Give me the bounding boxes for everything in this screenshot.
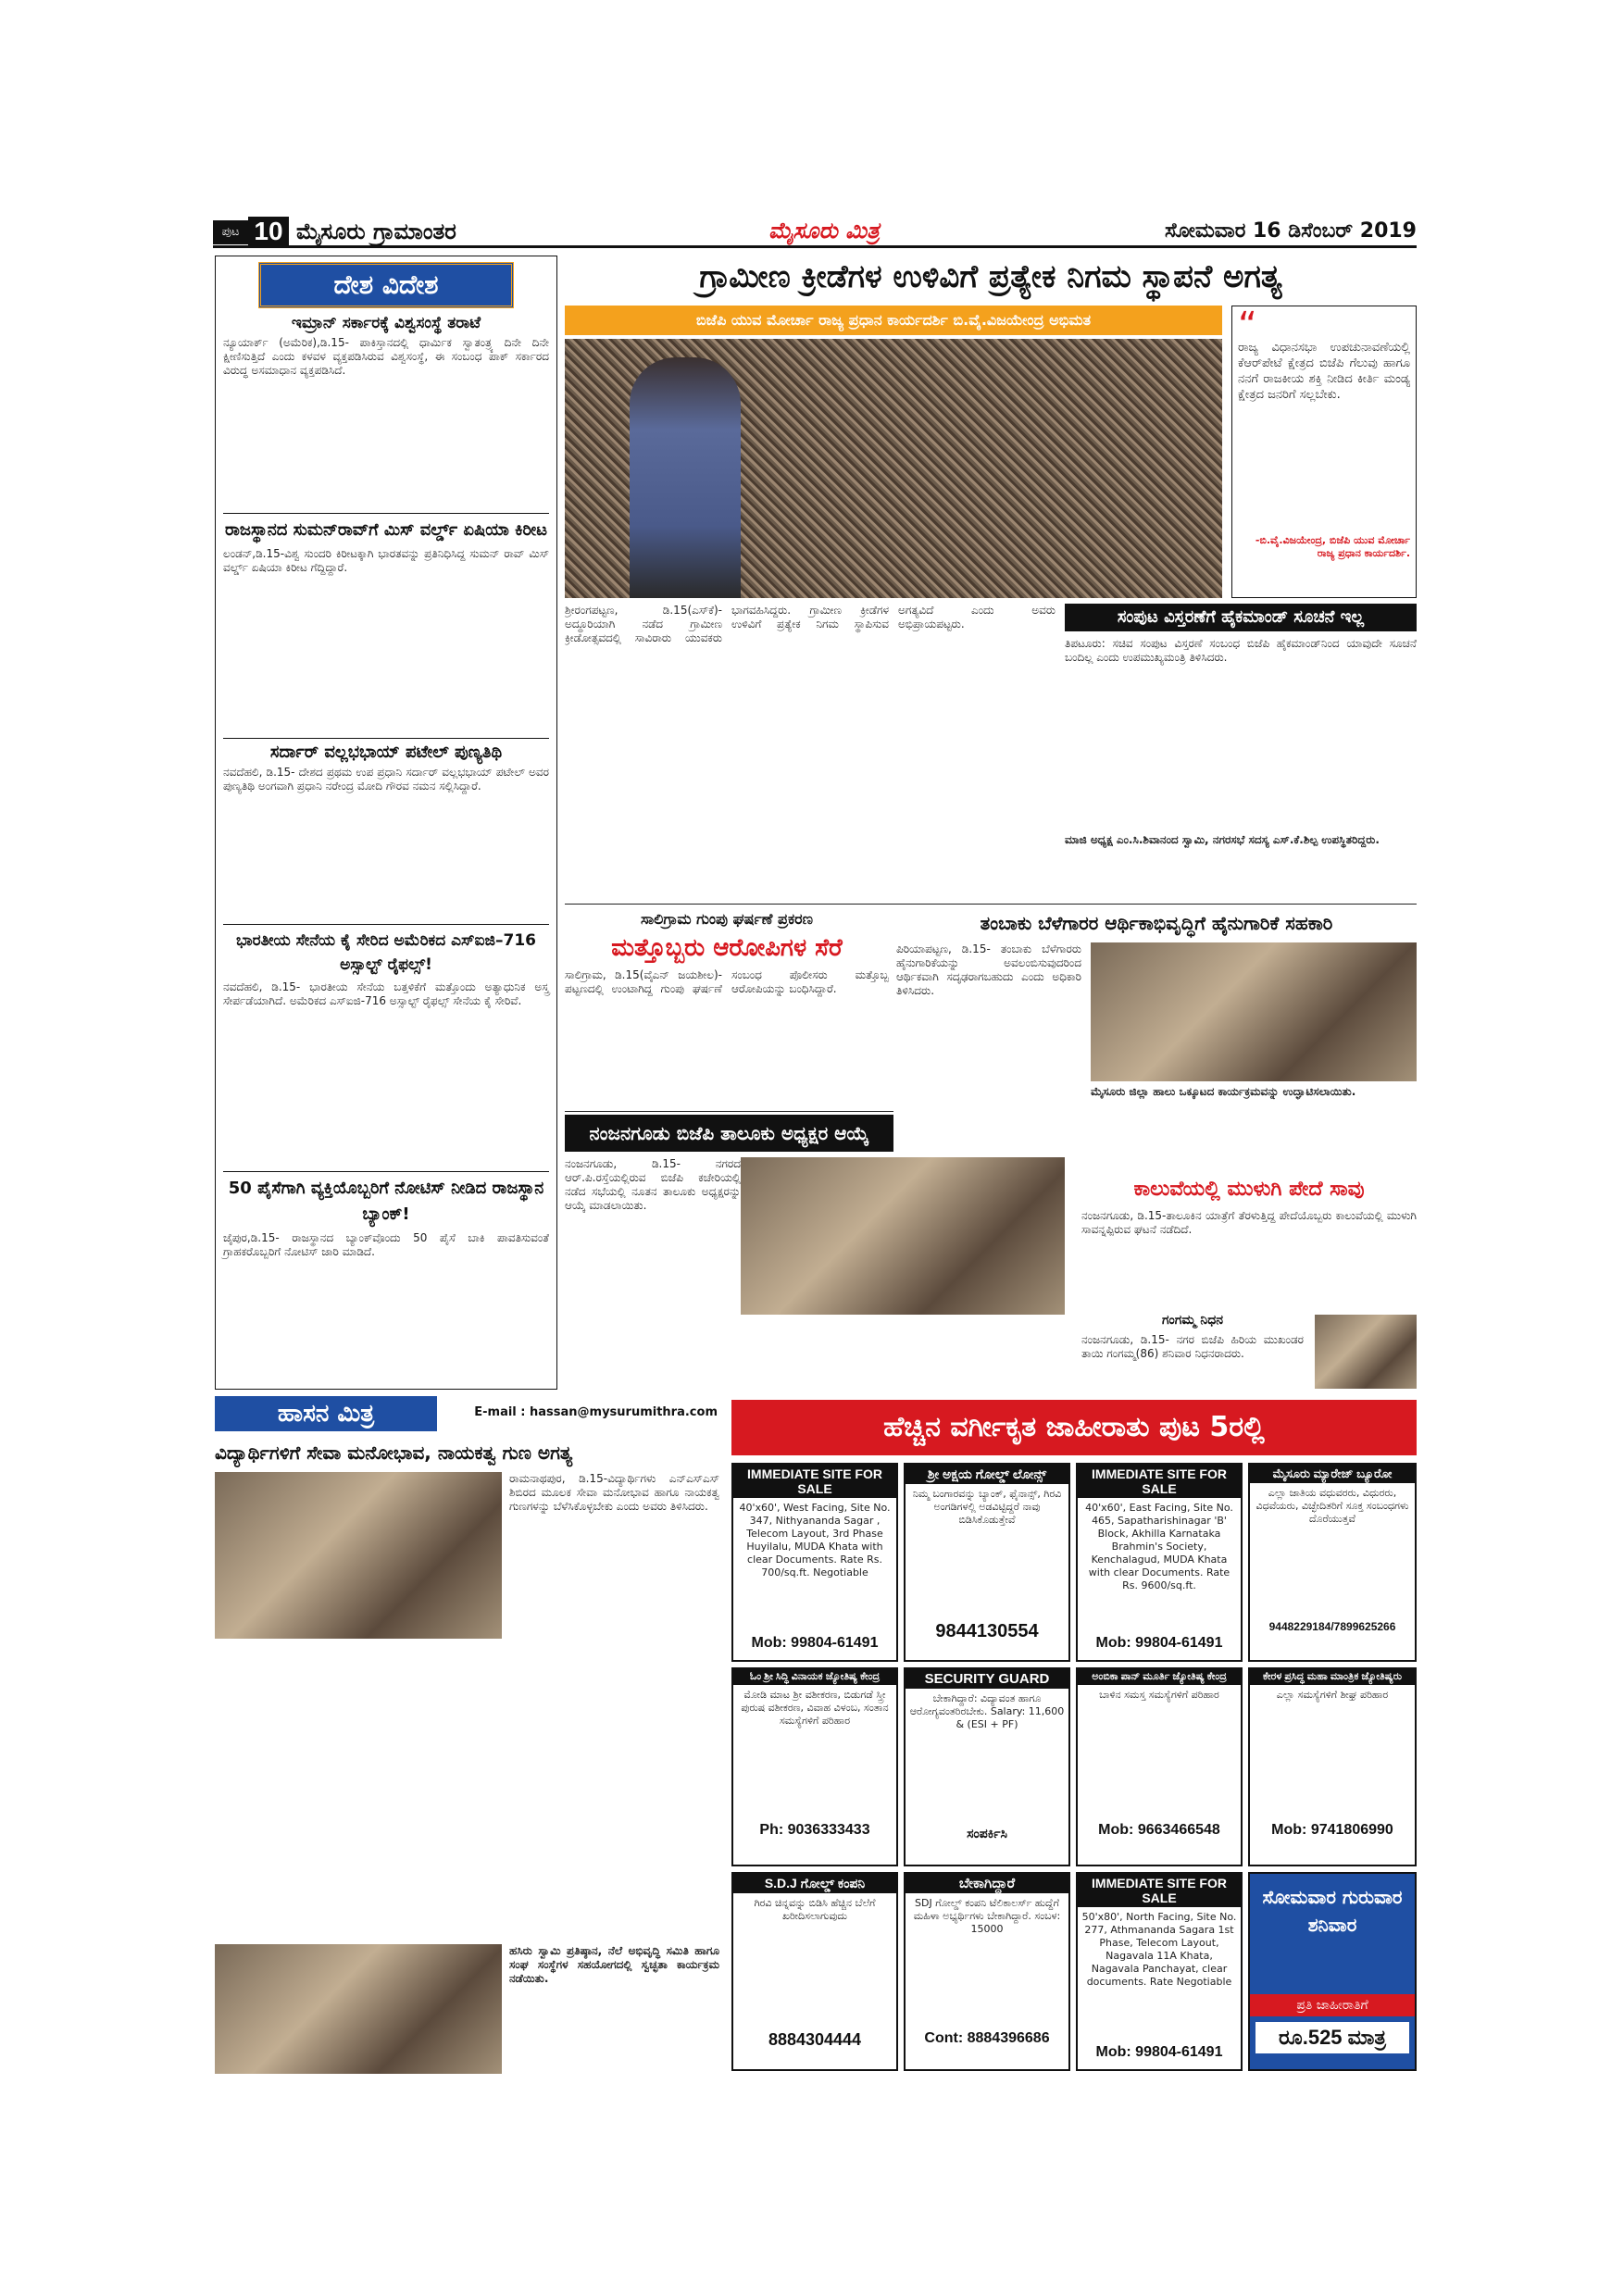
- nanjangud-body: ನಂಜನಗೂಡು, ಡಿ.15- ನಗರದ ಆರ್.ಪಿ.ರಸ್ತೆಯಲ್ಲಿರುವ ಬಿಜೆಪಿ ಕಚೇರಿಯಲ್ಲಿ ನಡೆದ ಸಭೆಯಲ್ಲಿ ನೂತನ ತಾಲೂಕು ಅಧ್ಯಕ್ಷರನ್ನು ಆಯ್ಕೆ ಮಾಡಲಾಯಿತು.: [565, 1157, 741, 1212]
- classified-banner: ಹೆಚ್ಚಿನ ವರ್ಗೀಕೃತ ಜಾಹೀರಾತು ಪುಟ 5ರಲ್ಲಿ: [731, 1400, 1417, 1455]
- story-bank-body: ಜೈಪುರ,ಡಿ.15- ರಾಜಸ್ಥಾನದ ಬ್ಯಾಂಕ್‌ವೊಂದು 50 ಪೈಸೆ ಬಾಕಿ ಪಾವತಿಸುವಂತೆ ಗ್ರಾಹಕರೊಬ್ಬರಿಗೆ ನೋಟಿಸ್ ಜಾರಿ ಮಾಡಿದೆ.: [223, 1231, 549, 1258]
- hassan-photo-2: [215, 1944, 502, 2074]
- story-bank-headline: 50 ಪೈಸೆಗಾಗಿ ವ್ಯಕ್ತಿಯೊಬ್ಬರಿಗೆ ನೋಟಿಸ್ ನೀಡಿದ ರಾಜಸ್ಥಾನ ಬ್ಯಾಂಕ್!: [223, 1171, 549, 1228]
- quote-mark-icon: “: [1238, 306, 1257, 347]
- kaluve-headline: ಕಾಲುವೆಯಲ್ಲಿ ಮುಳುಗಿ ಪೇದೆ ಸಾವು: [1133, 1178, 1365, 1201]
- ad-rate-card: ಸೋಮವಾರ ಗುರುವಾರ ಶನಿವಾರ ಪ್ರತಿ ಜಾಹೀರಾತಿಗೆ ರೂ.525 ಮಾತ್ರ: [1248, 1872, 1417, 2071]
- page-label: ಪುಟ: [213, 220, 248, 244]
- sali-kicker: ಸಾಲಿಗ್ರಾಮ ಗುಂಪು ಘರ್ಷಣೆ ಪ್ರಕರಣ: [641, 910, 813, 928]
- hassan-caption: ಹಸಿರು ಸ್ವಾಮಿ ಪ್ರತಿಷ್ಠಾನ, ನೆಲೆ ಅಭಿವೃದ್ಧಿ ಸಮಿತಿ ಹಾಗೂ ಸಂಘ ಸಂಸ್ಥೆಗಳ ಸಹಯೋಗದಲ್ಲಿ ಸ್ವಚ್ಛತಾ ಕಾರ್ಯಕ್ರಮ ನಡೆಯಿತು.: [509, 1944, 719, 1985]
- ad-astrology-1: ಓಂ ಶ್ರೀ ಸಿದ್ಧಿ ವಿನಾಯಕ ಜ್ಯೋತಿಷ್ಯ ಕೇಂದ್ರ ಮೋಡಿ ಮಾಟ ಶ್ರೀ ವಶೀಕರಣ, ಬಿಡುಗಡೆ ಸ್ತ್ರೀ ಪುರುಷ ವಶೀಕರಣ, ವಿವಾಹ ವಿಳಂಬ, ಸಂತಾನ ಸಮಸ್ಯೆಗಳಿಗೆ ಪರಿಹಾರ Ph: 9036333433: [731, 1667, 898, 1866]
- classified-grid: [731, 1463, 1417, 2074]
- lead-body: ಶ್ರೀರಂಗಪಟ್ಟಣ, ಡಿ.15(ಎಸ್‌ಕೆ)- ಅದ್ಧೂರಿಯಾಗಿ ನಡೆದ ಗ್ರಾಮೀಣ ಕ್ರೀಡೋತ್ಸವದಲ್ಲಿ ಸಾವಿರಾರು ಯುವಕರು ಭಾಗವಹಿಸಿದ್ದರು. ಗ್ರಾಮೀಣ ಕ್ರೀಡೆಗಳ ಉಳಿವಿಗೆ ಪ್ರತ್ಯೇಕ ನಿಗಮ ಸ್ಥಾಪಿಸುವ ಅಗತ್ಯವಿದೆ ಎಂದು ಅವರು ಅಭಿಪ್ರಾಯಪಟ್ಟರು.: [565, 604, 1056, 644]
- sali-body: ಸಾಲಿಗ್ರಾಮ, ಡಿ.15(ವೈಎನ್ ಜಯಶೀಲ)-ಪಟ್ಟಣದಲ್ಲಿ ಉಂಟಾಗಿದ್ದ ಗುಂಪು ಘರ್ಷಣೆ ಸಂಬಂಧ ಪೊಲೀಸರು ಮತ್ತೊಬ್ಬ ಆರೋಪಿಯನ್ನು ಬಂಧಿಸಿದ್ದಾರೆ.: [565, 968, 889, 995]
- masthead: [213, 215, 1417, 248]
- story-suman-body: ಲಂಡನ್,ಡಿ.15-ವಿಶ್ವ ಸುಂದರಿ ಕಿರೀಟಕ್ಕಾಗಿ ಭಾರತವನ್ನು ಪ್ರತಿನಿಧಿಸಿದ್ದ ಸುಮನ್ ರಾವ್ ಮಿಸ್ ವರ್ಲ್ಡ್ ಏಷಿಯಾ ಕಿರೀಟ ಗೆದ್ದಿದ್ದಾರೆ.: [223, 547, 549, 574]
- hassan-body: ರಾಮನಾಥಪುರ, ಡಿ.15-ವಿದ್ಯಾರ್ಥಿಗಳು ಎನ್‌ಎಸ್‌ಎಸ್ ಶಿಬಿರದ ಮೂಲಕ ಸೇವಾ ಮನೋಭಾವ ಹಾಗೂ ನಾಯಕತ್ವ ಗುಣಗಳನ್ನು ಬೆಳೆಸಿಕೊಳ್ಳಬೇಕು ಎಂದು ಅವರು ತಿಳಿಸಿದರು.: [509, 1472, 719, 1513]
- nanjangud-photo: [741, 1157, 1065, 1315]
- ad-marriage-bureau: ಮೈಸೂರು ಮ್ಯಾರೇಜ್ ಬ್ಯೂರೋ ಎಲ್ಲಾ ಜಾತಿಯ ವಧುವರರು, ವಿಧುರರು, ವಿಧವೆಯರು, ವಿಚ್ಛೇದಿತರಿಗೆ ಸೂಕ್ತ ಸಂಬಂಧಗಳು ದೊರೆಯುತ್ತವೆ 9448229184/7899625266: [1248, 1463, 1417, 1662]
- issue-date: ಸೋಮವಾರ 16 ಡಿಸೆಂಬರ್ 2019: [1164, 219, 1417, 243]
- tobacco-caption: ಮೈಸೂರು ಜಿಲ್ಲಾ ಹಾಲು ಒಕ್ಕೂಟದ ಕಾರ್ಯಕ್ರಮವನ್ನು ಉದ್ಘಾಟಿಸಲಾಯಿತು.: [1091, 1085, 1356, 1098]
- samputa-caption: ಮಾಜಿ ಅಧ್ಯಕ್ಷ ಎಂ.ಸಿ.ಶಿವಾನಂದ ಸ್ವಾಮಿ, ನಗರಸಭೆ ಸದಸ್ಯ ಎಸ್.ಕೆ.ಶಿಲ್ಪ ಉಪಸ್ಥಿತರಿದ್ದರು.: [1065, 833, 1380, 846]
- ad-astrology-2: ಅಂಬಿಕಾ ಪಾನ್ ಮೂರ್ತಿ ಜ್ಯೋತಿಷ್ಯ ಕೇಂದ್ರ ಬಾಳಿನ ಸಮಸ್ತ ಸಮಸ್ಯೆಗಳಿಗೆ ಪರಿಹಾರ Mob: 9663466548: [1076, 1667, 1243, 1866]
- obit-body: ನಂಜನಗೂಡು, ಡಿ.15- ನಗರ ಬಿಜೆಪಿ ಹಿರಿಯ ಮುಖಂಡರ ತಾಯಿ ಗಂಗಮ್ಮ(86) ಶನಿವಾರ ನಿಧನರಾದರು.: [1081, 1333, 1304, 1360]
- lead-quote-box: [1231, 306, 1417, 598]
- ad-security-guard: SECURITY GUARD ಬೇಕಾಗಿದ್ದಾರೆ: ವಿದ್ಯಾವಂತ ಹಾಗೂ ಆರೋಗ್ಯವಂತರಿರಬೇಕು. Salary: 11,600 & (ESI + PF) ಸಂಪರ್ಕಿಸಿ: [904, 1667, 1070, 1866]
- ad-site-sale-3: IMMEDIATE SITE FOR SALE 50'x80', North Facing, Site No. 277, Athmananda Sagara 1st Phase, Telecom Layout, Nagavala 11A Khata, Nagavala Panchayat, clear documents. Rate Negotiable Mob: 99804-61491: [1076, 1872, 1243, 2071]
- tobacco-headline: ತಂಬಾಕು ಬೆಳೆಗಾರರ ಆರ್ಥಿಕಾಭಿವೃದ್ಧಿಗೆ ಹೈನುಗಾರಿಕೆ ಸಹಕಾರಿ: [980, 912, 1333, 934]
- tobacco-photo: [1091, 942, 1417, 1081]
- kaluve-body: ನಂಜನಗೂಡು, ಡಿ.15-ತಾಲೂಕಿನ ಯಾತ್ರೆಗೆ ತೆರಳುತ್ತಿದ್ದ ಪೇದೆಯೊಬ್ಬರು ಕಾಲುವೆಯಲ್ಲಿ ಮುಳುಗಿ ಸಾವನ್ನಪ್ಪಿರುವ ಘಟನೆ ನಡೆದಿದೆ.: [1081, 1209, 1417, 1236]
- tobacco-body: ಪಿರಿಯಾಪಟ್ಟಣ, ಡಿ.15- ತಂಬಾಕು ಬೆಳೆಗಾರರು ಹೈನುಗಾರಿಕೆಯನ್ನು ಅವಲಂಬಿಸುವುದರಿಂದ ಆರ್ಥಿಕವಾಗಿ ಸದೃಢರಾಗಬಹುದು ಎಂದು ಅಧಿಕಾರಿ ತಿಳಿಸಿದರು.: [896, 942, 1081, 997]
- speaker-figure: [630, 357, 741, 598]
- obit-title: ಗಂಗಮ್ಮ ನಿಧನ: [1161, 1313, 1224, 1328]
- hassan-headline: ವಿದ್ಯಾರ್ಥಿಗಳಿಗೆ ಸೇವಾ ಮನೋಭಾವ, ನಾಯಕತ್ವ ಗುಣ ಅಗತ್ಯ: [215, 1441, 573, 1464]
- story-imran-body: ನ್ಯೂಯಾರ್ಕ್ (ಅಮೆರಿಕ),ಡಿ.15- ಪಾಕಿಸ್ತಾನದಲ್ಲಿ ಧಾರ್ಮಿಕ ಸ್ವಾತಂತ್ರ್ಯ ದಿನೇ ದಿನೇ ಕ್ಷೀಣಿಸುತ್ತಿದೆ ಎಂದು ಕಳವಳ ವ್ಯಕ್ತಪಡಿಸಿರುವ ವಿಶ್ವಸಂಸ್ಥೆ, ಈ ಸಂಬಂಧ ಪಾಕ್ ಸರ್ಕಾರದ ವಿರುದ್ಧ ಅಸಮಾಧಾನ ವ್ಯಕ್ತಪಡಿಸಿದೆ.: [223, 336, 549, 377]
- story-patel-body: ನವದೆಹಲಿ, ಡಿ.15- ದೇಶದ ಪ್ರಥಮ ಉಪ ಪ್ರಧಾನಿ ಸರ್ದಾರ್ ವಲ್ಲಭಭಾಯ್ ಪಟೇಲ್ ಅವರ ಪುಣ್ಯತಿಥಿ ಅಂಗವಾಗಿ ಪ್ರಧಾನಿ ನರೇಂದ್ರ ಮೋದಿ ಗೌರವ ನಮನ ಸಲ್ಲಿಸಿದ್ದಾರೆ.: [223, 766, 549, 792]
- story-patel-headline: ಸರ್ದಾರ್ ವಲ್ಲಭಭಾಯ್ ಪಟೇಲ್ ಪುಣ್ಯತಿಥಿ: [223, 738, 549, 762]
- lead-quote: ರಾಜ್ಯ ವಿಧಾನಸಭಾ ಉಪಚುನಾವಣೆಯಲ್ಲಿ ಕೆಆರ್‌ಪೇಟೆ ಕ್ಷೇತ್ರದ ಬಿಜೆಪಿ ಗೆಲುವು ಹಾಗೂ ನನಗೆ ರಾಜಕೀಯ ಶಕ್ತಿ ನೀಡಿದ ಕೀರ್ತಿ ಮಂಡ್ಯ ಕ್ಷೇತ್ರದ ಜನರಿಗೆ ಸಲ್ಲಬೇಕು.: [1238, 341, 1410, 402]
- ad-gold-loans: ಶ್ರೀ ಅಕ್ಷಯ ಗೋಲ್ಡ್ ಲೋನ್ಸ್ ನಿಮ್ಮ ಬಂಗಾರವನ್ನು ಬ್ಯಾಂಕ್, ಫೈನಾನ್ಸ್, ಗಿರವಿ ಅಂಗಡಿಗಳಲ್ಲಿ ಅಡವಿಟ್ಟಿದ್ದರೆ ನಾವು ಬಿಡಿಸಿಕೊಡುತ್ತೇವೆ 9844130554: [904, 1463, 1070, 1662]
- story-rifle-headline: ಭಾರತೀಯ ಸೇನೆಯ ಕೈ ಸೇರಿದ ಅಮೆರಿಕದ ಎಸ್‌ಐಜಿ–716 ಅಸ್ಸಾಲ್ಟ್ ರೈಫಲ್ಸ್!: [223, 924, 549, 977]
- samputa-body: ತಿಪಟೂರು: ಸಚಿವ ಸಂಪುಟ ವಿಸ್ತರಣೆ ಸಂಬಂಧ ಬಿಜೆಪಿ ಹೈಕಮಾಂಡ್‌ನಿಂದ ಯಾವುದೇ ಸೂಚನೆ ಬಂದಿಲ್ಲ ಎಂದು ಉಪಮುಖ್ಯಮಂತ್ರಿ ತಿಳಿಸಿದರು.: [1065, 637, 1417, 664]
- desha-videsha-column: [215, 256, 557, 1390]
- desha-videsha-banner: ದೇಶ ವಿದೇಶ: [258, 262, 514, 308]
- ad-sdj-gold: S.D.J ಗೋಲ್ಡ್ ಕಂಪನಿ ಗಿರವಿ ಚಿನ್ನವನ್ನು ಬಿಡಿಸಿ ಹೆಚ್ಚಿನ ಬೆಲೆಗೆ ಖರೀದಿಸಲಾಗುವುದು 8884304444: [731, 1872, 898, 2071]
- lead-headline: ಗ್ರಾಮೀಣ ಕ್ರೀಡೆಗಳ ಉಳಿವಿಗೆ ಪ್ರತ್ಯೇಕ ನಿಗಮ ಸ್ಥಾಪನೆ ಅಗತ್ಯ: [699, 258, 1282, 295]
- story-suman-headline: ರಾಜಸ್ಥಾನದ ಸುಮನ್‌ರಾವ್‌ಗೆ ಮಿಸ್ ವರ್ಲ್ಡ್ ಏಷಿಯಾ ಕಿರೀಟ: [223, 513, 549, 543]
- hassan-photo: [215, 1472, 502, 1639]
- ad-wanted: ಬೇಕಾಗಿದ್ದಾರೆ SDJ ಗೋಲ್ಡ್ ಕಂಪನಿ ಟೆಲಿಕಾಲರ್ಸ್ ಹುದ್ದೆಗೆ ಮಹಿಳಾ ಅಭ್ಯರ್ಥಿಗಳು ಬೇಕಾಗಿದ್ದಾರೆ. ಸಂಬಳ: 15000 Cont: 8884396686: [904, 1872, 1070, 2071]
- hassan-email: E-mail : hassan@mysurumithra.com: [474, 1405, 718, 1419]
- lead-subhead: ಬಿಜೆಪಿ ಯುವ ಮೋರ್ಚಾ ರಾಜ್ಯ ಪ್ರಧಾನ ಕಾರ್ಯದರ್ಶಿ ಬಿ.ವೈ.ವಿಜಯೇಂದ್ರ ಅಭಿಮತ: [565, 306, 1222, 335]
- section-name: ಮೈಸೂರು ಗ್ರಾಮಾಂತರ: [296, 218, 456, 244]
- ad-kerala-astrology: ಕೇರಳ ಪ್ರಸಿದ್ಧ ಮಹಾ ಮಾಂತ್ರಿಕ ಜ್ಯೋತಿಷ್ಯರು ಎಲ್ಲಾ ಸಮಸ್ಯೆಗಳಿಗೆ ಶೀಘ್ರ ಪರಿಹಾರ Mob: 9741806990: [1248, 1667, 1417, 1866]
- ad-site-sale-2: IMMEDIATE SITE FOR SALE 40'x60', East Facing, Site No. 465, Sapatharishinagar 'B' Block, Akhilla Karnataka Brahmin's Society, Kenchalagud, MUDA Khata with clear Documents. Rate Rs. 9600/sq.ft. Mob: 99804-61491: [1076, 1463, 1243, 1662]
- obit-photo: [1315, 1315, 1417, 1389]
- paper-name: ಮೈಸೂರು ಮಿತ್ರ: [768, 218, 880, 243]
- hassan-banner: ಹಾಸನ ಮಿತ್ರ: [215, 1396, 437, 1431]
- lead-photo: [565, 339, 1222, 598]
- lead-quote-credit: -ಬಿ.ವೈ.ವಿಜಯೇಂದ್ರ, ಬಿಜೆಪಿ ಯುವ ಮೋರ್ಚಾ ರಾಜ್ಯ ಪ್ರಧಾನ ಕಾರ್ಯದರ್ಶಿ.: [1255, 534, 1410, 559]
- story-imran-headline: ಇಮ್ರಾನ್ ಸರ್ಕಾರಕ್ಕೆ ವಿಶ್ವಸಂಸ್ಥೆ ತರಾಟೆ: [291, 314, 481, 332]
- story-rifle-body: ನವದೆಹಲಿ, ಡಿ.15- ಭಾರತೀಯ ಸೇನೆಯ ಬತ್ತಳಿಕೆಗೆ ಮತ್ತೊಂದು ಅತ್ಯಾಧುನಿಕ ಅಸ್ತ್ರ ಸೇರ್ಪಡೆಯಾಗಿದೆ. ಅಮೆರಿಕದ ಎಸ್‌ಐಜಿ-716 ಅಸ್ಸಾಲ್ಟ್ ರೈಫಲ್ಸ್ ಸೇನೆಯ ಕೈ ಸೇರಿವೆ.: [223, 980, 549, 1007]
- page-number: 10: [248, 217, 289, 246]
- samputa-headline: ಸಂಪುಟ ವಿಸ್ತರಣೆಗೆ ಹೈಕಮಾಂಡ್ ಸೂಚನೆ ಇಲ್ಲ: [1065, 604, 1417, 631]
- ad-site-sale-1: IMMEDIATE SITE FOR SALE 40'x60', West Facing, Site No. 347, Nithyananda Sagar , Telecom Layout, 3rd Phase Huyilalu, MUDA Khata with clear Documents. Rate Rs. 700/sq.ft. Negotiable Mob: 99804-61491: [731, 1463, 898, 1662]
- sali-headline: ಮತ್ತೊಬ್ಬರು ಆರೋಪಿಗಳ ಸೆರೆ: [611, 934, 843, 962]
- nanjangud-headline: ನಂಜನಗೂಡು ಬಿಜೆಪಿ ತಾಲೂಕು ಅಧ್ಯಕ್ಷರ ಆಯ್ಕೆ: [565, 1115, 893, 1152]
